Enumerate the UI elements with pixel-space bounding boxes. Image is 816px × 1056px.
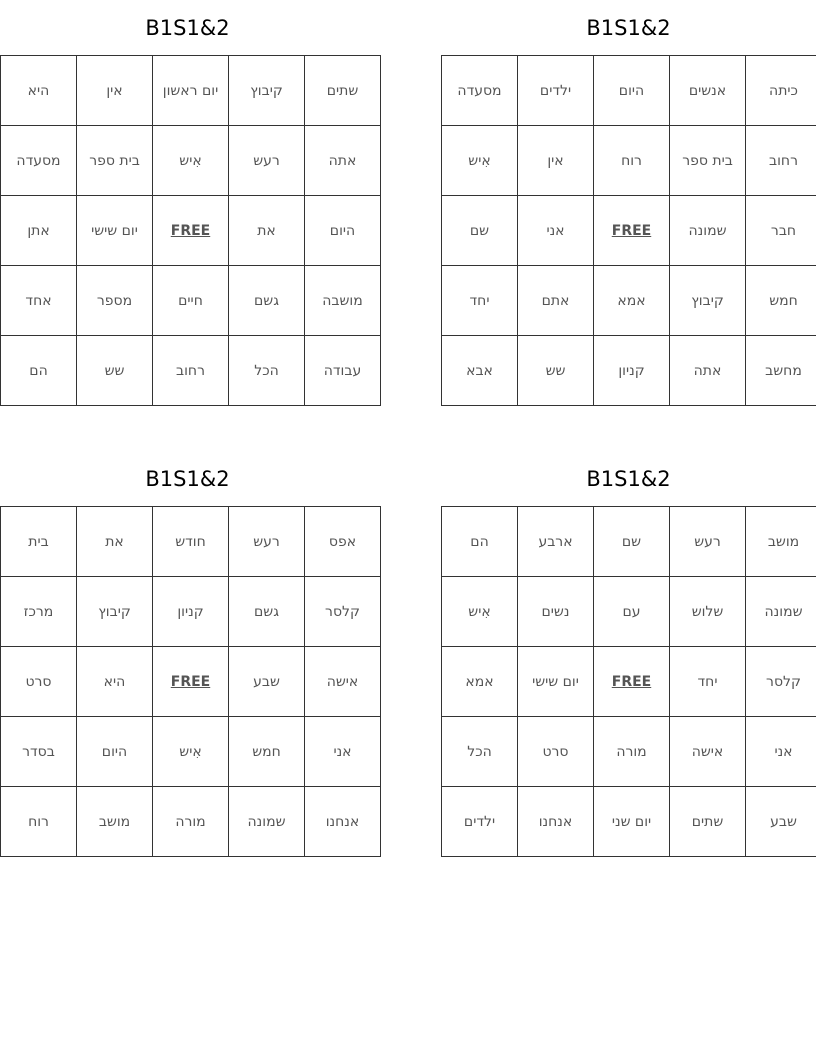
grid-cell: FREE <box>153 196 229 266</box>
grid-cell: FREE <box>594 647 670 717</box>
grid-row <box>1 577 381 647</box>
grid-cell: רחוב <box>153 336 229 406</box>
grid-cell: רעש <box>670 507 746 577</box>
grid-row <box>442 266 816 336</box>
grid-cell: יום שישי <box>77 196 153 266</box>
grid-cell: מספר <box>77 266 153 336</box>
bingo-grid <box>0 506 381 857</box>
grid-cell: שלוש <box>670 577 746 647</box>
grid-cell: נשים <box>518 577 594 647</box>
grid-row <box>442 196 816 266</box>
grid-cell: רוח <box>1 787 77 857</box>
grid-cell: מורה <box>153 787 229 857</box>
grid-cell: שבע <box>746 787 816 857</box>
grid-row <box>1 787 381 857</box>
grid-cell: עבודה <box>305 336 381 406</box>
grid-cell: היא <box>77 647 153 717</box>
grid-cell: כיתה <box>746 56 816 126</box>
grid-cell: את <box>229 196 305 266</box>
grid-cell: קיבוץ <box>670 266 746 336</box>
grid-cell: קניון <box>594 336 670 406</box>
grid-row <box>442 717 816 787</box>
grid-cell: אחד <box>1 266 77 336</box>
grid-cell: אין <box>77 56 153 126</box>
grid-cell: אִיש <box>442 126 518 196</box>
grid-cell: מושבה <box>305 266 381 336</box>
grid-row <box>1 266 381 336</box>
grid-cell: אתן <box>1 196 77 266</box>
grid-cell: אתם <box>518 266 594 336</box>
grid-cell: הכל <box>442 717 518 787</box>
grid-cell: אנחנו <box>305 787 381 857</box>
grid-row <box>442 126 816 196</box>
grid-cell: יום שישי <box>518 647 594 717</box>
grid-row <box>442 56 816 126</box>
grid-cell: שם <box>442 196 518 266</box>
grid-row <box>442 336 816 406</box>
grid-cell: עם <box>594 577 670 647</box>
grid-cell: סרט <box>1 647 77 717</box>
grid-cell: אני <box>518 196 594 266</box>
grid-cell: שמונה <box>229 787 305 857</box>
grid-cell: אישה <box>670 717 746 787</box>
grid-cell: היום <box>77 717 153 787</box>
grid-cell: חודש <box>153 507 229 577</box>
grid-cell: אתה <box>305 126 381 196</box>
grid-cell: אנחנו <box>518 787 594 857</box>
grid-cell: קלסר <box>305 577 381 647</box>
grid-cell: הם <box>442 507 518 577</box>
grid-cell: גשם <box>229 266 305 336</box>
grid-cell: חבר <box>746 196 816 266</box>
grid-cell: אין <box>518 126 594 196</box>
card-title: B1S1&2 <box>586 16 671 40</box>
grid-cell: אבא <box>442 336 518 406</box>
grid-cell: חמש <box>746 266 816 336</box>
grid-cell: ילדים <box>442 787 518 857</box>
grid-cell: היא <box>1 56 77 126</box>
grid-cell: גשם <box>229 577 305 647</box>
grid-cell: ילדים <box>518 56 594 126</box>
card-title: B1S1&2 <box>145 467 230 491</box>
grid-cell: הם <box>1 336 77 406</box>
grid-cell: מרכז <box>1 577 77 647</box>
grid-row <box>442 647 816 717</box>
grid-cell: אִיש <box>153 126 229 196</box>
grid-cell: שש <box>77 336 153 406</box>
grid-cell: קניון <box>153 577 229 647</box>
grid-cell: שם <box>594 507 670 577</box>
grid-cell: אמא <box>442 647 518 717</box>
grid-cell: FREE <box>594 196 670 266</box>
grid-cell: אפס <box>305 507 381 577</box>
card-title: B1S1&2 <box>586 467 671 491</box>
bingo-grid <box>441 506 816 857</box>
grid-cell: אִיש <box>153 717 229 787</box>
grid-cell: אמא <box>594 266 670 336</box>
grid-cell: היום <box>594 56 670 126</box>
grid-cell: בית <box>1 507 77 577</box>
grid-cell: יום שני <box>594 787 670 857</box>
grid-cell: מסעדה <box>442 56 518 126</box>
grid-cell: מורה <box>594 717 670 787</box>
grid-cell: מושב <box>77 787 153 857</box>
grid-cell: קיבוץ <box>229 56 305 126</box>
grid-cell: יום ראשון <box>153 56 229 126</box>
grid-cell: חמש <box>229 717 305 787</box>
grid-cell: אִיש <box>442 577 518 647</box>
grid-row <box>1 336 381 406</box>
bingo-grid <box>441 55 816 406</box>
grid-cell: ארבע <box>518 507 594 577</box>
grid-row <box>1 56 381 126</box>
grid-cell: אני <box>305 717 381 787</box>
bingo-grid <box>0 55 381 406</box>
grid-cell: רעש <box>229 507 305 577</box>
grid-cell: מסעדה <box>1 126 77 196</box>
grid-cell: יחד <box>442 266 518 336</box>
grid-cell: קיבוץ <box>77 577 153 647</box>
grid-cell: אנשים <box>670 56 746 126</box>
grid-row <box>442 787 816 857</box>
grid-cell: אתה <box>670 336 746 406</box>
grid-cell: שמונה <box>746 577 816 647</box>
grid-cell: מחשב <box>746 336 816 406</box>
card-title: B1S1&2 <box>145 16 230 40</box>
grid-cell: את <box>77 507 153 577</box>
grid-row <box>1 126 381 196</box>
grid-cell: בית ספר <box>77 126 153 196</box>
grid-cell: שש <box>518 336 594 406</box>
grid-cell: אישה <box>305 647 381 717</box>
grid-cell: FREE <box>153 647 229 717</box>
grid-cell: שתים <box>670 787 746 857</box>
grid-cell: מושב <box>746 507 816 577</box>
grid-cell: סרט <box>518 717 594 787</box>
grid-row <box>442 577 816 647</box>
grid-cell: הכל <box>229 336 305 406</box>
grid-row <box>1 196 381 266</box>
grid-cell: יחד <box>670 647 746 717</box>
grid-cell: חיים <box>153 266 229 336</box>
grid-cell: רוח <box>594 126 670 196</box>
grid-row <box>1 717 381 787</box>
grid-cell: רעש <box>229 126 305 196</box>
grid-row <box>1 647 381 717</box>
grid-cell: היום <box>305 196 381 266</box>
grid-cell: בסדר <box>1 717 77 787</box>
grid-cell: רחוב <box>746 126 816 196</box>
grid-row <box>1 507 381 577</box>
grid-cell: שמונה <box>670 196 746 266</box>
grid-cell: שתים <box>305 56 381 126</box>
grid-cell: קלסר <box>746 647 816 717</box>
grid-cell: אני <box>746 717 816 787</box>
grid-cell: שבע <box>229 647 305 717</box>
grid-row <box>442 507 816 577</box>
grid-cell: בית ספר <box>670 126 746 196</box>
